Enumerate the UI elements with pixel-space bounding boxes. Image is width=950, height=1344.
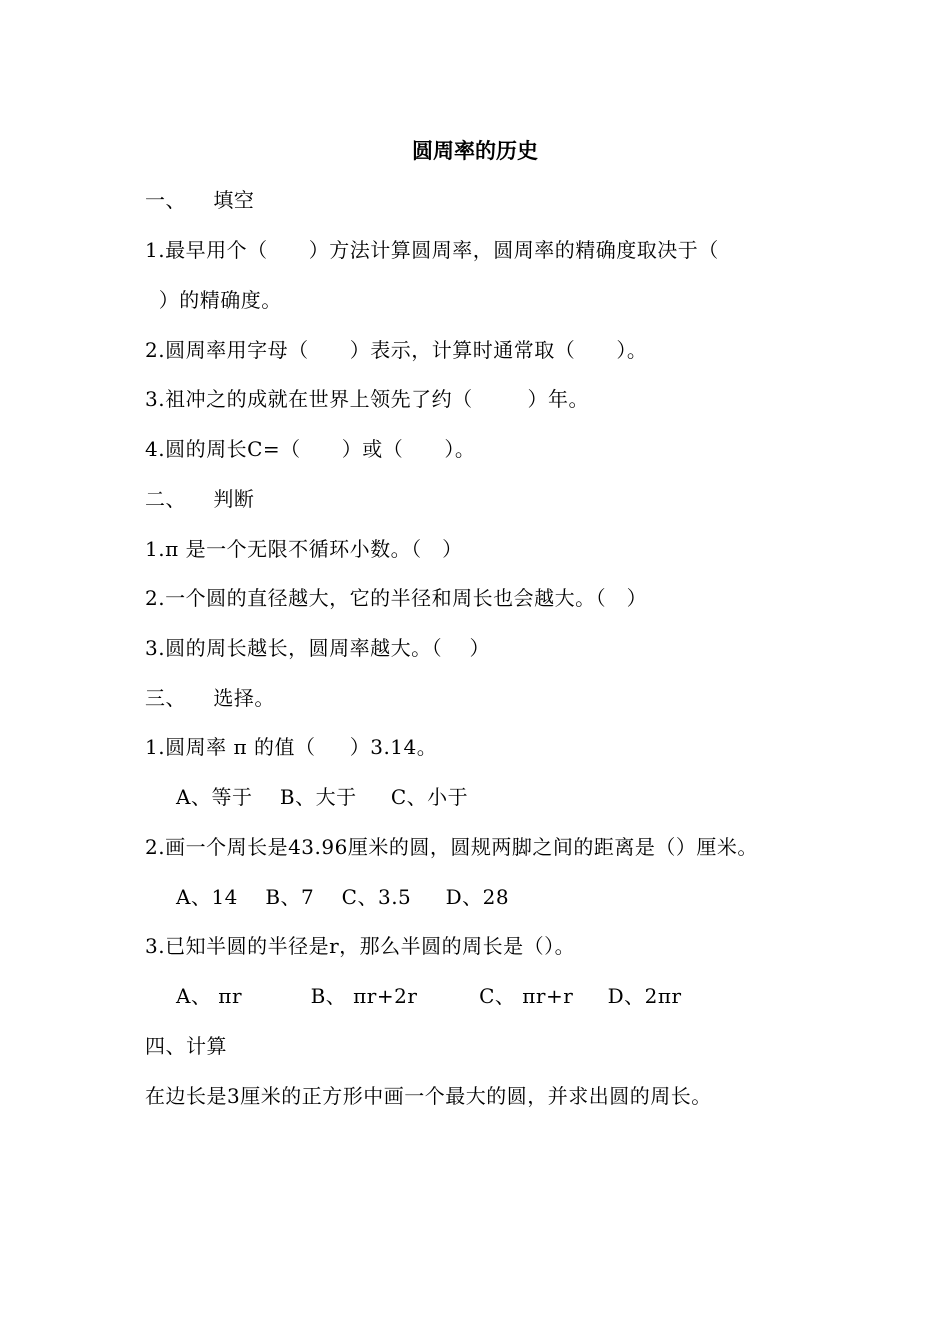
true-false-question-2: 2.一个圆的直径越大，它的半径和周长也会越大。（ ） xyxy=(145,586,648,610)
true-false-question-3: 3.圆的周长越长，圆周率越大。（ ） xyxy=(145,636,491,660)
calculation-question-1: 在边长是3厘米的正方形中画一个最大的圆，并求出圆的周长。 xyxy=(145,1084,712,1108)
choice-question-1: 1.圆周率 π 的值（ ）3.14。 xyxy=(145,735,438,759)
choice-question-2-options: A、14 B、7 C、3.5 D、28 xyxy=(176,885,510,909)
fill-blank-question-4: 4.圆的周长C=（ ）或（ ）。 xyxy=(145,437,476,461)
choice-question-2: 2.画一个周长是43.96厘米的圆，圆规两脚之间的距离是（）厘米。 xyxy=(145,835,758,859)
fill-blank-question-1: 1.最早用个（ ）方法计算圆周率，圆周率的精确度取决于（ xyxy=(145,238,719,262)
choice-question-3-options: A、 πr B、 πr+2r C、 πr+r D、2πr xyxy=(176,984,682,1008)
section-heading-multiple-choice: 三、 选择。 xyxy=(145,686,275,710)
fill-blank-question-1-continued: ）的精确度。 xyxy=(145,288,282,312)
fill-blank-question-3: 3.祖冲之的成就在世界上领先了约（ ）年。 xyxy=(145,387,589,411)
section-heading-calculation: 四、计算 xyxy=(145,1034,227,1058)
page-title: 圆周率的历史 xyxy=(412,139,538,163)
fill-blank-question-2: 2.圆周率用字母（ ）表示，计算时通常取（ ）。 xyxy=(145,338,648,362)
choice-question-3: 3.已知半圆的半径是r，那么半圆的周长是（）。 xyxy=(145,934,576,958)
section-heading-true-false: 二、 判断 xyxy=(145,487,255,511)
choice-question-1-options: A、等于 B、大于 C、小于 xyxy=(176,785,469,809)
true-false-question-1: 1.π 是一个无限不循环小数。（ ） xyxy=(145,537,463,561)
section-heading-fill-blank: 一、 填空 xyxy=(145,188,255,212)
